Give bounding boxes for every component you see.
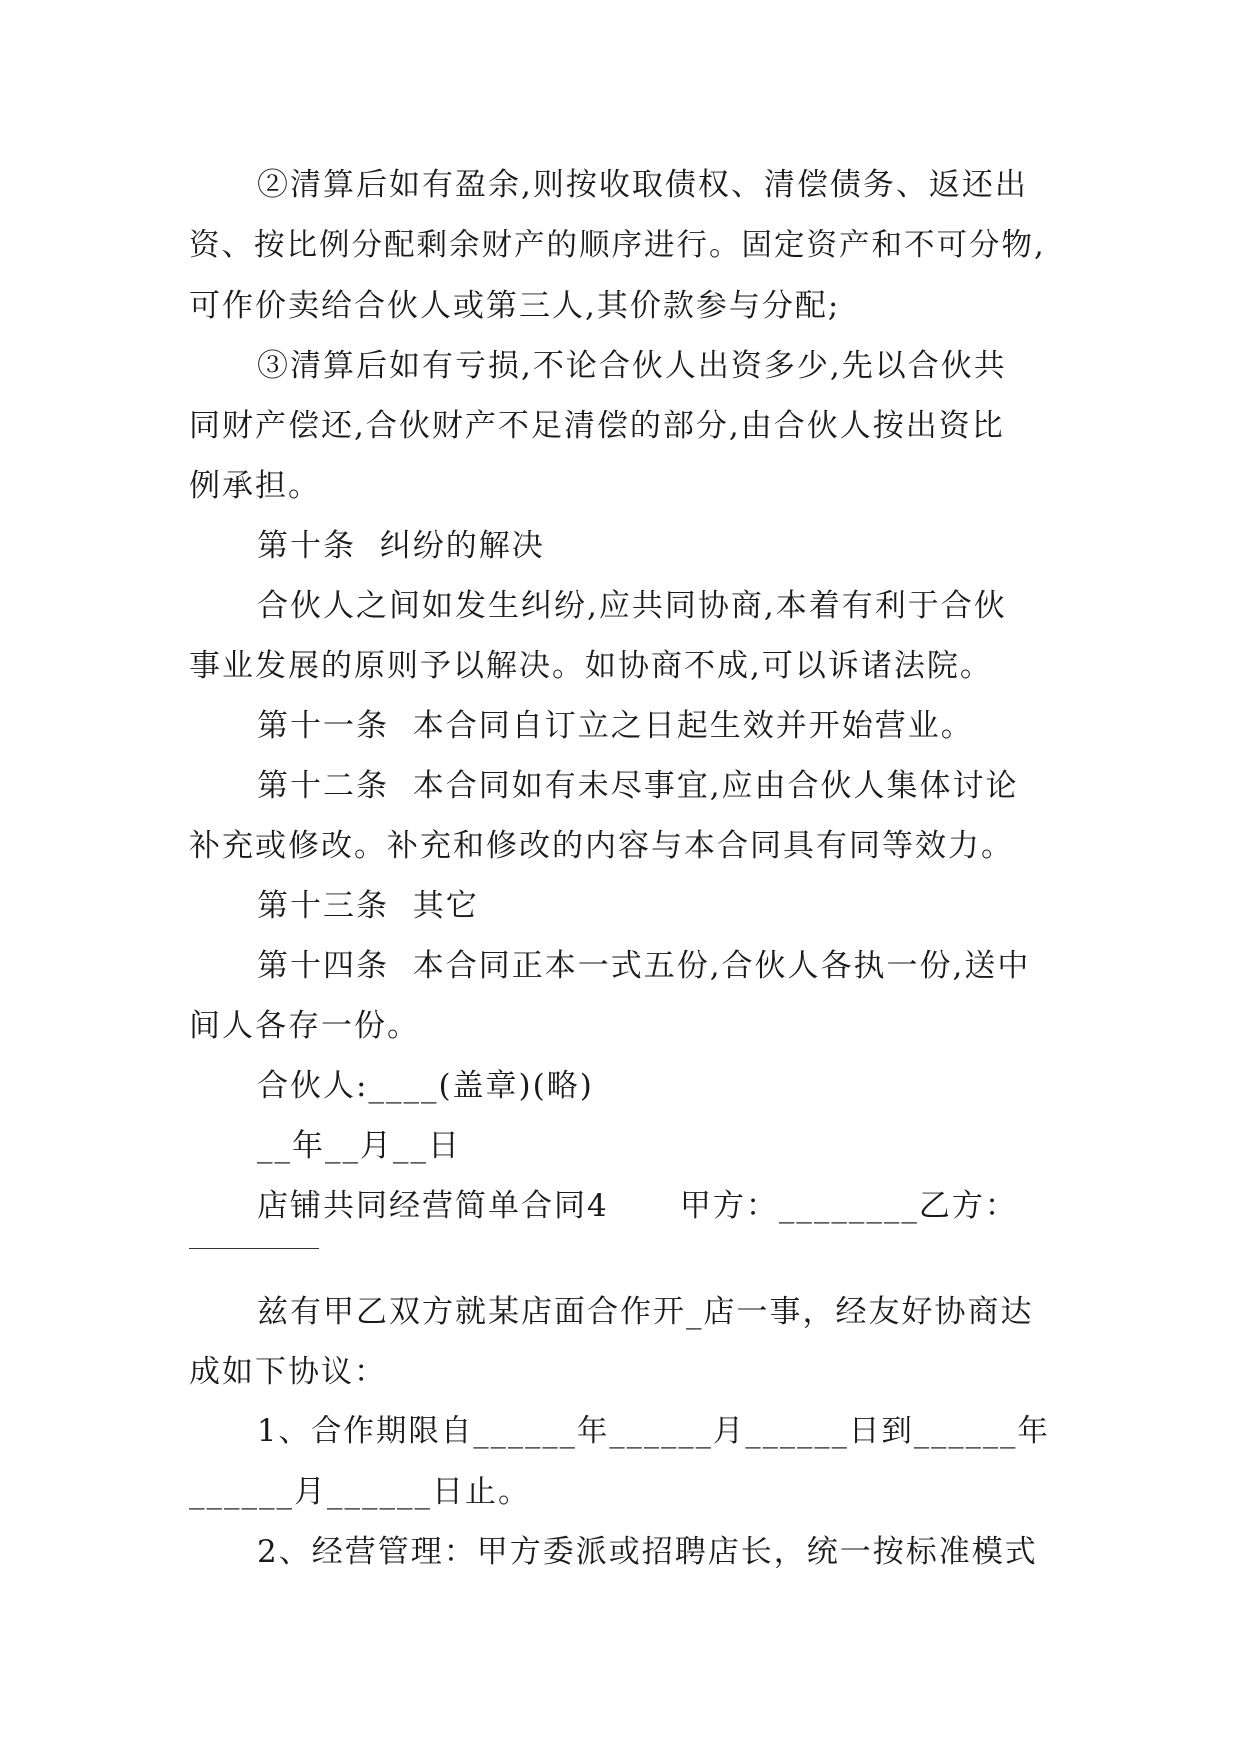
paragraph-line: 第十二条 本合同如有未尽事宜,应由合伙人集体讨论	[257, 768, 1019, 804]
paragraph-line: 例承担。	[189, 468, 321, 504]
paragraph-line: 合伙人之间如发生纠纷,应共同协商,本着有利于合伙	[257, 588, 1007, 624]
section-heading: 第十条 纠纷的解决	[257, 528, 545, 564]
contract-title-line: 店铺共同经营简单合同4 甲方：________乙方：	[257, 1188, 1018, 1224]
paragraph-line: 第十一条 本合同自订立之日起生效并开始营业。	[257, 708, 974, 744]
paragraph-line: ③清算后如有亏损,不论合伙人出资多少,先以合伙共	[257, 348, 1007, 384]
blank-underline	[189, 1248, 319, 1249]
paragraph-line: 1、合作期限自______年______月______日到______年	[257, 1414, 1050, 1449]
paragraph-line: 事业发展的原则予以解决。如协商不成,可以诉诸法院。	[189, 648, 993, 684]
date-line: __年__月__日	[257, 1128, 461, 1164]
paragraph-line: 第十四条 本合同正本一式五份,合伙人各执一份,送中	[257, 948, 1031, 984]
paragraph-line: ②清算后如有盈余,则按收取债权、清偿债务、返还出	[257, 167, 1028, 203]
paragraph-line: 同财产偿还,合伙财产不足清偿的部分,由合伙人按出资比	[189, 408, 1005, 444]
paragraph-line: 资、按比例分配剩余财产的顺序进行。固定资产和不可分物,	[189, 228, 1046, 263]
paragraph-line: 可作价卖给合伙人或第三人,其价款参与分配;	[189, 288, 841, 324]
paragraph-line: 补充或修改。补充和修改的内容与本合同具有同等效力。	[189, 828, 1014, 864]
paragraph-line: 2、经营管理：甲方委派或招聘店长，统一按标准模式	[257, 1534, 1038, 1570]
paragraph-line: 兹有甲乙双方就某店面合作开_店一事，经友好协商达	[257, 1294, 1034, 1330]
section-heading: 第十三条 其它	[257, 888, 479, 924]
paragraph-line: 成如下协议：	[189, 1354, 387, 1390]
signature-line: 合伙人:____(盖章)(略)	[257, 1068, 594, 1104]
paragraph-line: ______月______日止。	[189, 1474, 531, 1510]
paragraph-line: 间人各存一份。	[189, 1008, 420, 1044]
